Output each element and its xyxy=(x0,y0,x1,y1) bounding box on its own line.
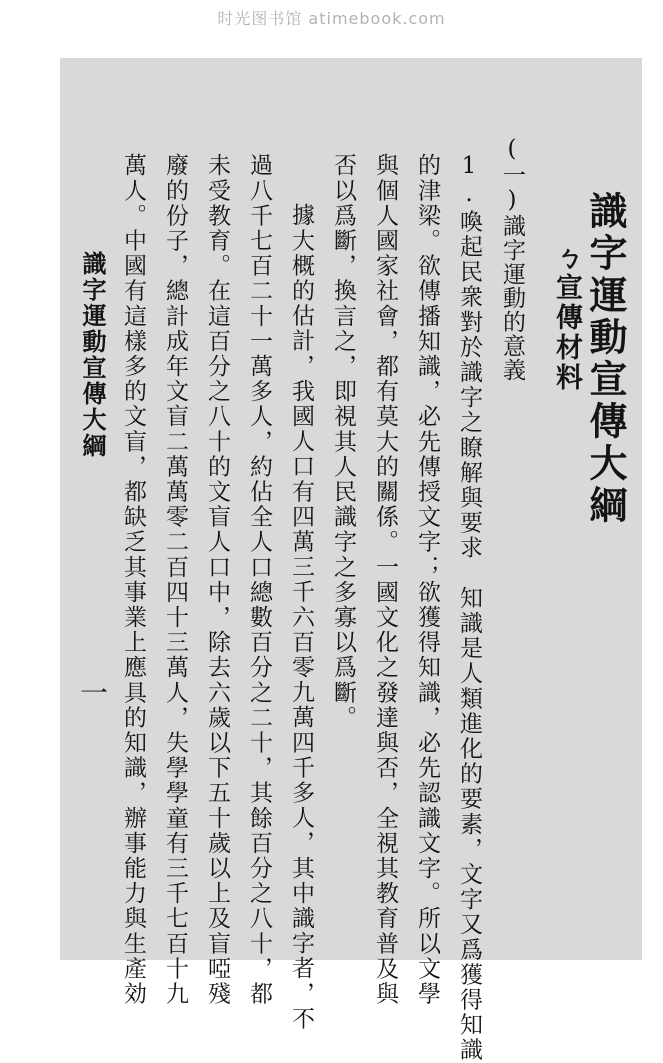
body-line: 與個人國家社會，都有莫大的關係。一國文化之發達與否，全視其教育普及與 xyxy=(372,153,398,1007)
body-line: 廢的份子，總計成年文盲二萬萬零二百四十三萬人，失學學童有三千七百十九 xyxy=(162,153,188,1007)
body-line: 萬人。中國有這樣多的文盲，都缺乏其事業上應具的知識，辦事能力與生產効 xyxy=(120,153,146,1007)
scanned-page xyxy=(60,58,642,1063)
watermark: 时光图书馆 atimebook.com xyxy=(217,9,446,28)
body-line: 1.喚起民衆對於識字之瞭解與要求 知識是人類進化的要素，文字又爲獲得知識 xyxy=(456,153,482,1063)
document-title: 識字運動宣傳大綱 xyxy=(583,191,628,527)
body-line: 過八千七百二十一萬多人，約佔全人口總數百分之二十，其餘百分之八十，都 xyxy=(246,153,272,1007)
section-heading: ㄅ宣傳材料 xyxy=(551,243,582,393)
page-number: 一 xyxy=(76,678,109,706)
body-line: 否以爲斷，換言之，即視其人民識字之多寡以爲斷。 xyxy=(330,153,356,731)
subsection-heading: (一)識字運動的意義 xyxy=(499,136,525,382)
body-line: 未受教育。在這百分之八十的文盲人口中，除去六歲以下五十歲以上及盲啞殘 xyxy=(204,153,230,1007)
body-line: 據大概的估計，我國人口有四萬三千六百零九萬四千多人，其中識字者，不 xyxy=(288,203,314,1032)
body-line: 的津梁。欲傳播知識，必先傳授文字；欲獲得知識，必先認識文字。所以文學 xyxy=(414,153,440,1007)
running-head: 識字運動宣傳大綱 xyxy=(78,251,107,459)
